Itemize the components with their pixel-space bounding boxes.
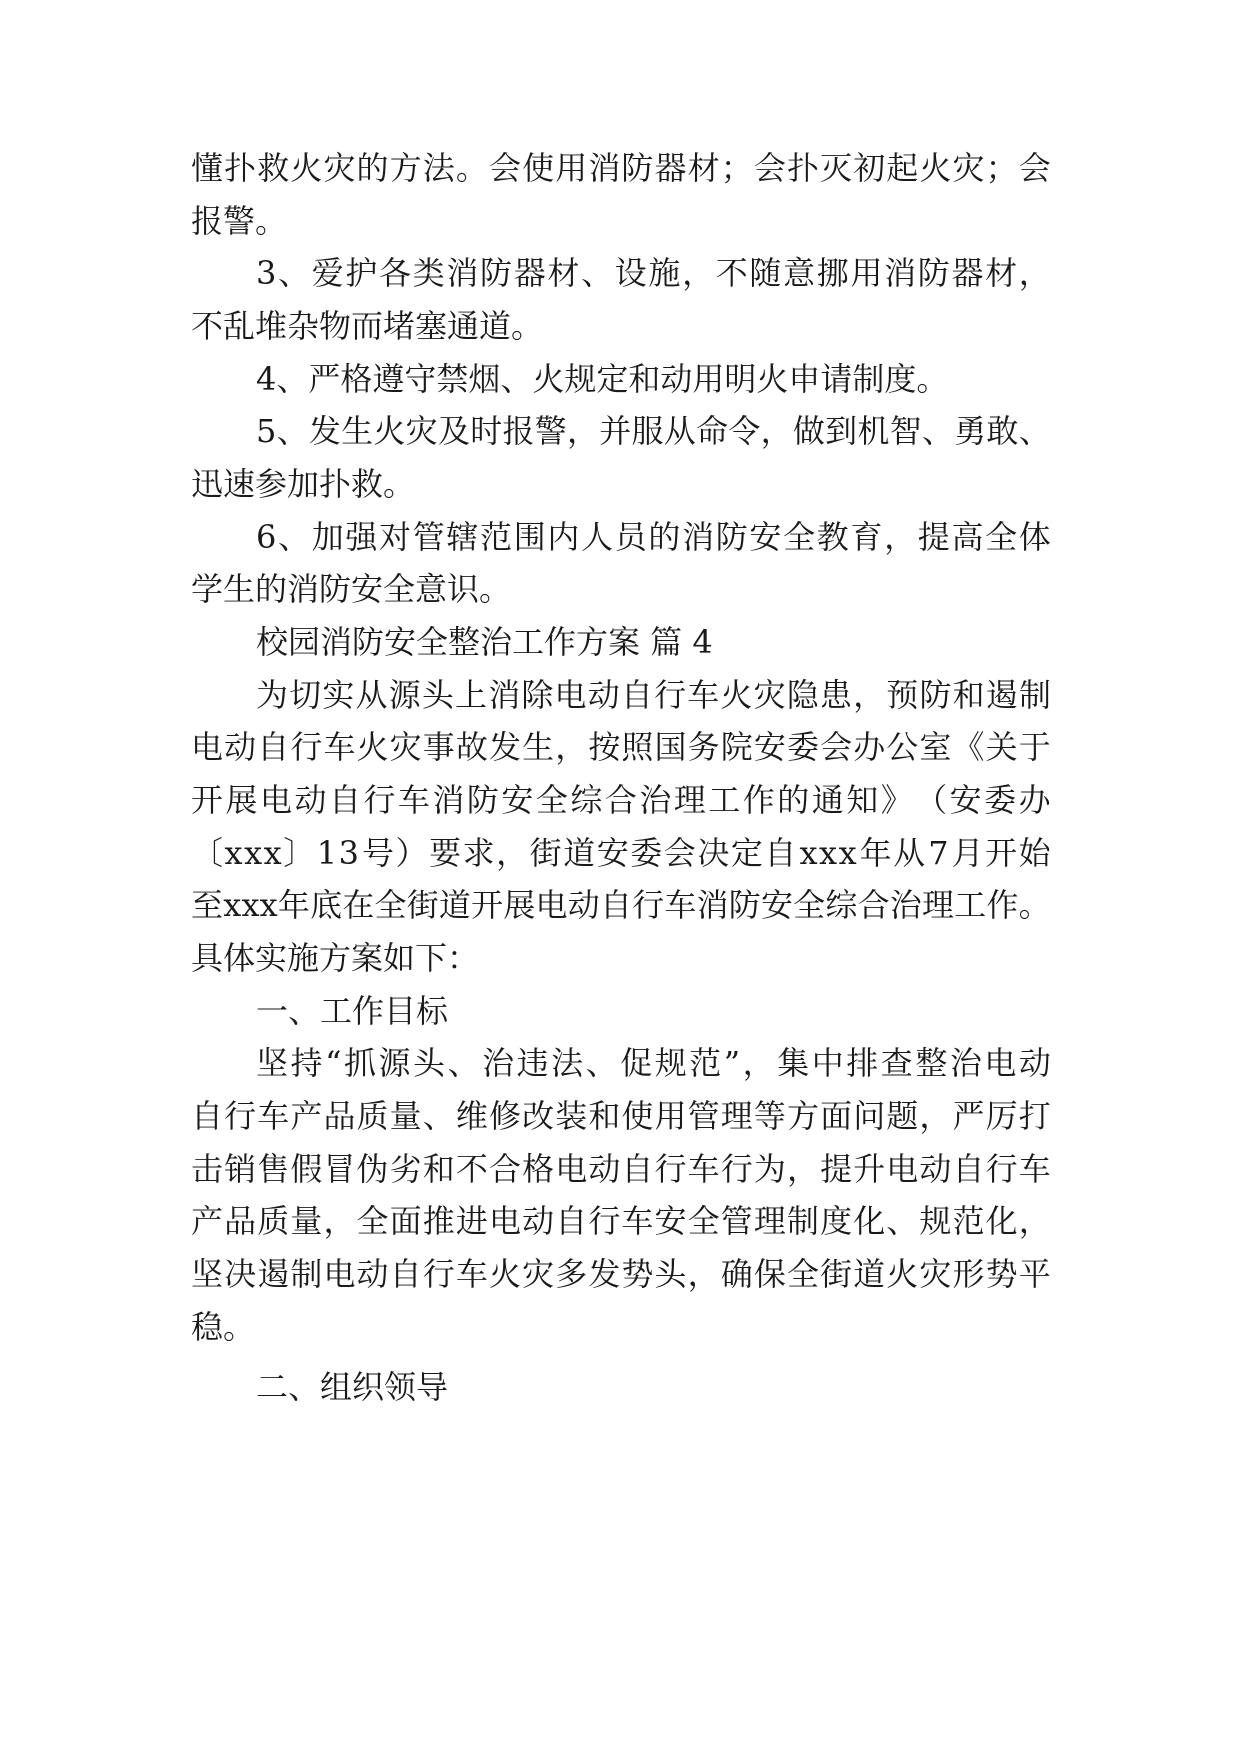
text-line: 击 销 售 假 冒 伪 劣 和 不 合 格 电 动 自 行 车 行 为 ， 提 升 电 动 自 行 车 xyxy=(191,1150,1051,1188)
text-line: 迅速参加扑救。 xyxy=(191,465,416,503)
text-line: 懂 扑 救 火 灾 的 方 法 。 会 使 用 消 防 器 材 ； 会 扑 灭 初 起 火 灾 ； 会 xyxy=(191,149,1051,187)
text-line: 至 x x x 年 底 在 全 街 道 开 展 电 动 自 行 车 消 防 安 全 综 合 治 理 工 作 。 xyxy=(191,886,1051,924)
text-line: 4、严格遵守禁烟、火规定和动用明火申请制度。 xyxy=(256,360,949,398)
text-line: 电 动 自 行 车 火 灾 事 故 发 生 ， 按 照 国 务 院 安 委 会 办 公 室 《 关 于 xyxy=(191,728,1051,766)
section-heading: 二、组织领导 xyxy=(256,1368,449,1406)
text-line: 自 行 车 产 品 质 量 、 维 修 改 装 和 使 用 管 理 等 方 面 问 题 ， 严 厉 打 xyxy=(191,1097,1051,1135)
section-heading: 一、工作目标 xyxy=(256,992,449,1030)
text-line: 不乱堆杂物而堵塞通道。 xyxy=(191,307,544,345)
text-line: 报警。 xyxy=(191,202,288,240)
text-line: 为 切 实 从 源 头 上 消 除 电 动 自 行 车 火 灾 隐 患 ， 预 防 和 遏 制 xyxy=(256,676,1051,714)
text-line: 开 展 电 动 自 行 车 消 防 安 全 综 合 治 理 工 作 的 通 知 》 （ 安 委 办 xyxy=(191,781,1051,819)
text-line: 坚 持 “ 抓 源 头 、 治 违 法 、 促 规 范 ” ， 集 中 排 查 整 治 电 动 xyxy=(256,1044,1051,1082)
section-title: 校园消防安全整治工作方案 篇 4 xyxy=(256,623,713,661)
text-line: 〔 x x x 〕 1 3 号 ） 要 求 ， 街 道 安 委 会 决 定 自 x x x 年 从 7 月 开 始 xyxy=(191,834,1051,872)
text-line: 3 、 爱 护 各 类 消 防 器 材 、 设 施 ， 不 随 意 挪 用 消 防 器 材 ， xyxy=(256,254,1051,292)
text-line: 5 、 发 生 火 灾 及 时 报 警 ， 并 服 从 命 令 ， 做 到 机 智 、 勇 敢 、 xyxy=(256,412,1051,450)
text-line: 具体实施方案如下： xyxy=(191,939,480,977)
text-line: 坚 决 遏 制 电 动 自 行 车 火 灾 多 发 势 头 ， 确 保 全 街 道 火 灾 形 势 平 xyxy=(191,1255,1051,1293)
text-line: 产 品 质 量 ， 全 面 推 进 电 动 自 行 车 安 全 管 理 制 度 化 、 规 范 化 ， xyxy=(191,1202,1051,1240)
text-line: 稳。 xyxy=(191,1308,256,1346)
text-line: 6 、 加 强 对 管 辖 范 围 内 人 员 的 消 防 安 全 教 育 ， 提 高 全 体 xyxy=(256,518,1051,556)
text-line: 学生的消防安全意识。 xyxy=(191,570,512,608)
